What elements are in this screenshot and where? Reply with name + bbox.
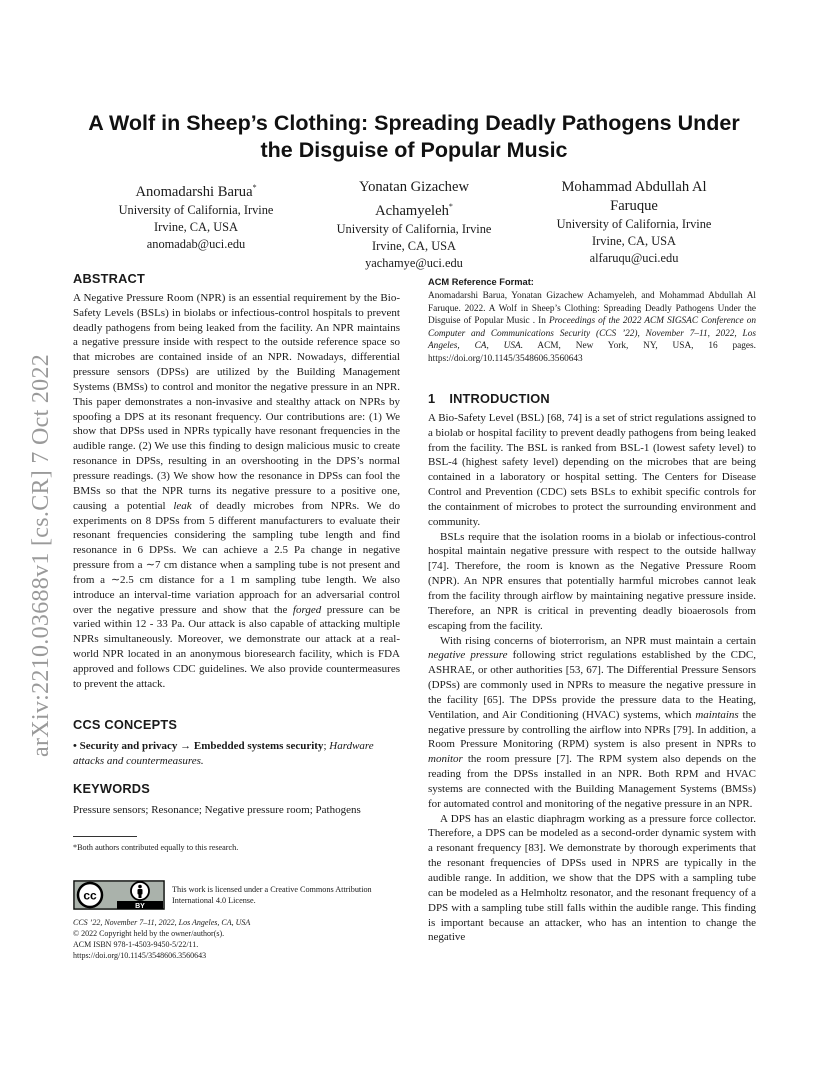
venue-doi: https://doi.org/10.1145/3548606.3560643 <box>73 951 207 960</box>
author-email: yachamye@uci.edu <box>365 255 463 270</box>
acm-reference-text: Anomadarshi Barua, Yonatan Gizachew Achamyeleh, and Mohammad Abdullah Al Faruque. 2022. A Wolf in Sheep’s Clothing: Spreading Deadly Pathogens Under the Disguise of Popular Music . In Proceedings of the 2022 ACM SIGSAC Conference on Computer and Communications Security (CCS ’22), November 7–11, 2022, Los Angeles, CA, USA. ACM, New York, NY, USA, 16 pages. https://doi.org/10.1145/3548606.3560643 <box>428 291 757 364</box>
title-line-1: A Wolf in Sheep’s Clothing: Spreading Deadly Pathogens Under <box>88 111 740 135</box>
author-name: Mohammad Abdullah Al <box>561 179 707 195</box>
author-location: Irvine, CA, USA <box>592 234 676 248</box>
introduction-heading: 1 INTRODUCTION <box>428 391 550 406</box>
intro-paragraph-1: A Bio-Safety Level (BSL) [68, 74] is a set of strict regulations assigned to a biolab or hospital facility to prevent deadly pathogens from being leaked from the facility. The BSL is ranked from BSL-1 (lowest safety level) to BSL-4 (highest safety level) depending on the microbes that are being contained in a laboratory or hospital setting. The Centers for Disease Control and Prevention (CDC) sets BSLs to exhibit specific controls for the containment of microbes to protect the surrounding environment and community. <box>428 411 756 528</box>
venue-copyright: © 2022 Copyright held by the owner/author(s). <box>73 929 225 938</box>
author-email: alfaruqu@uci.edu <box>589 251 679 265</box>
cc-icon <box>78 883 102 907</box>
author-affiliation: University of California, Irvine <box>118 202 274 217</box>
abstract-heading: ABSTRACT <box>73 271 145 286</box>
author-affiliation: University of California, Irvine <box>556 217 712 231</box>
author-affiliation: University of California, Irvine <box>336 221 492 236</box>
abstract-section <box>73 272 400 692</box>
author-block-2 <box>310 178 518 272</box>
paper-title <box>60 110 768 164</box>
ccs-concept-entry: • Security and privacy → Embedded systems security; Hardware attacks and countermeasures. <box>73 739 374 767</box>
title-line-2: the Disguise of Popular Music <box>260 138 568 162</box>
intro-paragraph-4: A DPS has an elastic diaphragm working as a pressure force collector. Therefore, a DPS can be modeled as a second-order dynamic system with a resonant frequency [83]. We demonstrate by thorough experiments that the resonant frequencies of DPSs used in NPRS are typically in the audible range. In addition, we show that the DPS with a sampling tube can be modeled as a Helmholtz resonator, and the resonant frequency of a DPS with a sampling tube still falls within the audible range. This finding is important because an attacker, who has an intention to change the negative <box>428 812 756 944</box>
author-location: Irvine, CA, USA <box>154 219 238 234</box>
author-name-cont: Achamyeleh* <box>375 202 453 219</box>
keywords-heading: KEYWORDS <box>73 781 150 796</box>
author-block-1 <box>92 178 300 253</box>
footnote-rule <box>73 836 137 837</box>
by-label: BY <box>135 903 145 910</box>
author-email: anomadab@uci.edu <box>146 236 246 251</box>
venue-isbn: ACM ISBN 978-1-4503-9450-5/22/11. <box>73 940 199 949</box>
intro-paragraph-3: With rising concerns of bioterrorism, an NPR must maintain a certain negative pressure following strict regulations established by the CDC, ASHRAE, or other authorities [53, 67]. The Differential Pressure Sensors (DPSs) are commonly used in NPRs to measure the negative pressure in the facility [65]. The DPSs provide the pressure data to the Heating, Ventilation, and Air Conditioning (HVAC) systems, which maintains the negative pressure by controlling the airflow into NPRs [79]. In addition, a Room Pressure Monitoring (RPM) system is also present in NPRs to monitor the room pressure [7]. The RPM system also depends on the reading from the DPSs installed in an NPR. Both RPM and HVAC systems are connected with the Building Management Systems (BMSs) for automated control and monitoring of the negative pressure in an NPR. <box>428 634 756 810</box>
license-text: This work is licensed under a Creative Commons Attribution International 4.0 License. <box>172 885 372 905</box>
introduction-section <box>428 392 756 945</box>
keywords-section <box>73 782 400 818</box>
ccs-concepts-section <box>73 718 400 769</box>
svg-text:cc: cc <box>83 888 97 903</box>
arxiv-identifier: arXiv:2210.03688v1 [cs.CR] 7 Oct 2022 <box>28 353 54 757</box>
footnote: *Both authors contributed equally to this research. <box>73 843 239 852</box>
author-name-cont: Faruque <box>610 198 658 214</box>
acm-reference-heading: ACM Reference Format: <box>428 277 534 287</box>
ccs-heading: CCS CONCEPTS <box>73 717 178 732</box>
author-block-3 <box>530 178 738 267</box>
cc-by-license-badge <box>73 880 165 910</box>
keywords-text: Pressure sensors; Resonance; Negative pressure room; Pathogens <box>73 803 361 816</box>
venue-info <box>73 917 373 961</box>
author-name: Anomadarshi Barua* <box>135 183 257 200</box>
author-name: Yonatan Gizachew <box>359 179 469 195</box>
person-icon <box>131 882 149 900</box>
abstract-text: A Negative Pressure Room (NPR) is an essential requirement by the Bio-Safety Levels (BSLs) in biolabs or infectious-control hospitals to prevent deadly pathogens from being leaked from the facility. An NPR maintains a negative pressure inside with respect to the outside reference space so that microbes are contained inside of an NPR. Nowadays, differential pressure sensors (DPSs) are utilized by the Building Management Systems (BMSs) to control and monitor the negative pressure in an NPR. This paper demonstrates a non-invasive and stealthy attack on NPRs by spoofing a DPS at its resonant frequency. Our contributions are: (1) We show that DPSs used in NPRs typically have resonant frequencies in the audible range. (2) We use this finding to design malicious music to create resonance in DPSs, resulting in an overshooting in the DPS’s normal pressure readings. (3) We show how the resonance in DPSs can fool the BMSs so that the NPR turns its negative pressure to a positive one, causing a potential leak of deadly microbes from NPRs. We do experiments on 8 DPSs from 5 different manufacturers to evaluate their resonant frequencies considering the sampling tube length and find resonance in 6 DPSs. We can achieve a 2.5 Pa change in negative pressure from a ∼7 cm distance when a sampling tube is not present and from a ∼2.5 cm distance for a 1 m sampling tube length. We also introduce an interval-time variation approach for an adversarial control over the negative pressure and show that the forged pressure can be varied within 12 - 33 Pa. Our attack is also capable of attacking multiple NPRs simultaneously. Moreover, we demonstrate our attack at a real-world NPR located in an anonymous bioresearch facility, which is FDA approved and follows CDC guidelines. We also provide countermeasures to prevent the attack. <box>73 291 400 690</box>
venue-conference: CCS ’22, November 7–11, 2022, Los Angeles, CA, USA <box>73 918 251 927</box>
intro-paragraph-2: BSLs require that the isolation rooms in a biolab or infectious-control hospital maintain negative pressure with respect to the outside hallway [74]. Therefore, the room is known as the Negative Pressure Room (NPR). An NPR ensures that potentially harmful microbes cannot leak from the facility through airflow by maintaining negative pressure inside. Therefore, an NPR is critical in preventing deadly bioaerosols from escaping from the facility. <box>428 530 756 632</box>
arxiv-stamp <box>24 300 54 760</box>
author-location: Irvine, CA, USA <box>372 238 456 253</box>
